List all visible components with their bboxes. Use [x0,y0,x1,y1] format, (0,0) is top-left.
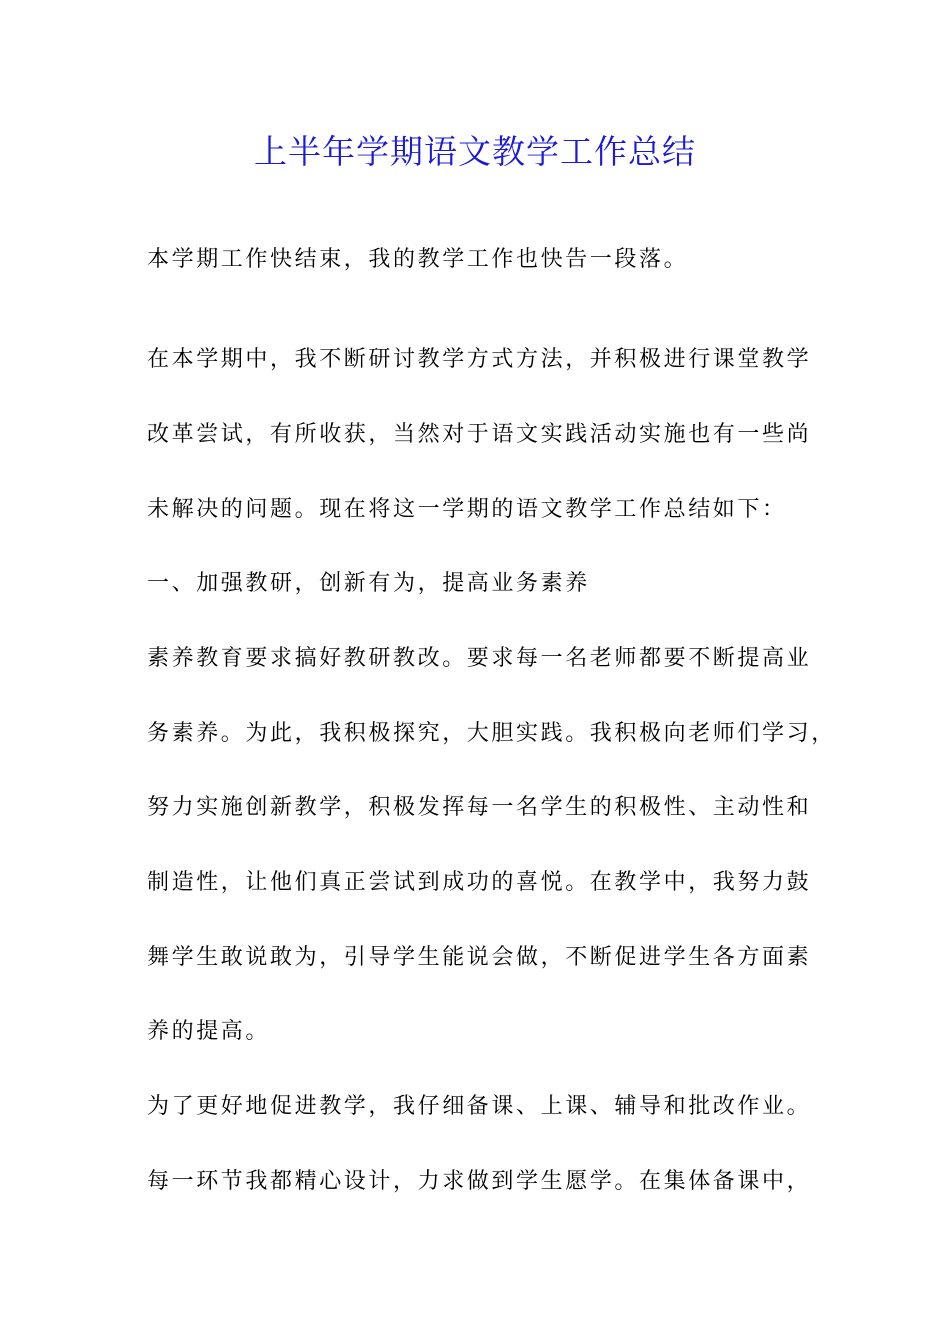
body-line-10: 舞学生敢说敢为，引导学生能说会做，不断促进学生各方面素 [147,945,812,970]
body-line-12: 为了更好地促进教学，我仔细备课、上课、辅导和批改作业。 [147,1094,812,1119]
section-heading: 一、加强教研，创新有为，提高业务素养 [147,571,590,596]
body-line-2: 在本学期中，我不断研讨教学方式方法，并积极进行课堂教学 [147,347,812,372]
body-line-4: 未解决的问题。现在将这一学期的语文教学工作总结如下： [147,497,787,522]
body-line-6: 素养教育要求搞好教研教改。要求每一名老师都要不断提高业 [147,646,812,671]
body-line-11: 养的提高。 [147,1019,271,1044]
body-line-7: 务素养。为此，我积极探究，大胆实践。我积极向老师们学习， [147,721,836,746]
document-title: 上半年学期语文教学工作总结 [254,132,696,171]
body-line-3: 改革尝试，有所收获，当然对于语文实践活动实施也有一些尚 [147,422,812,447]
body-line-8: 努力实施创新教学，积极发挥每一名学生的积极性、主动性和 [147,795,812,820]
body-line-1: 本学期工作快结束，我的教学工作也快告一段落。 [147,247,689,272]
body-line-9: 制造性，让他们真正尝试到成功的喜悦。在教学中，我努力鼓 [147,870,812,895]
body-line-13: 每一环节我都精心设计，力求做到学生愿学。在集体备课中， [147,1169,812,1194]
